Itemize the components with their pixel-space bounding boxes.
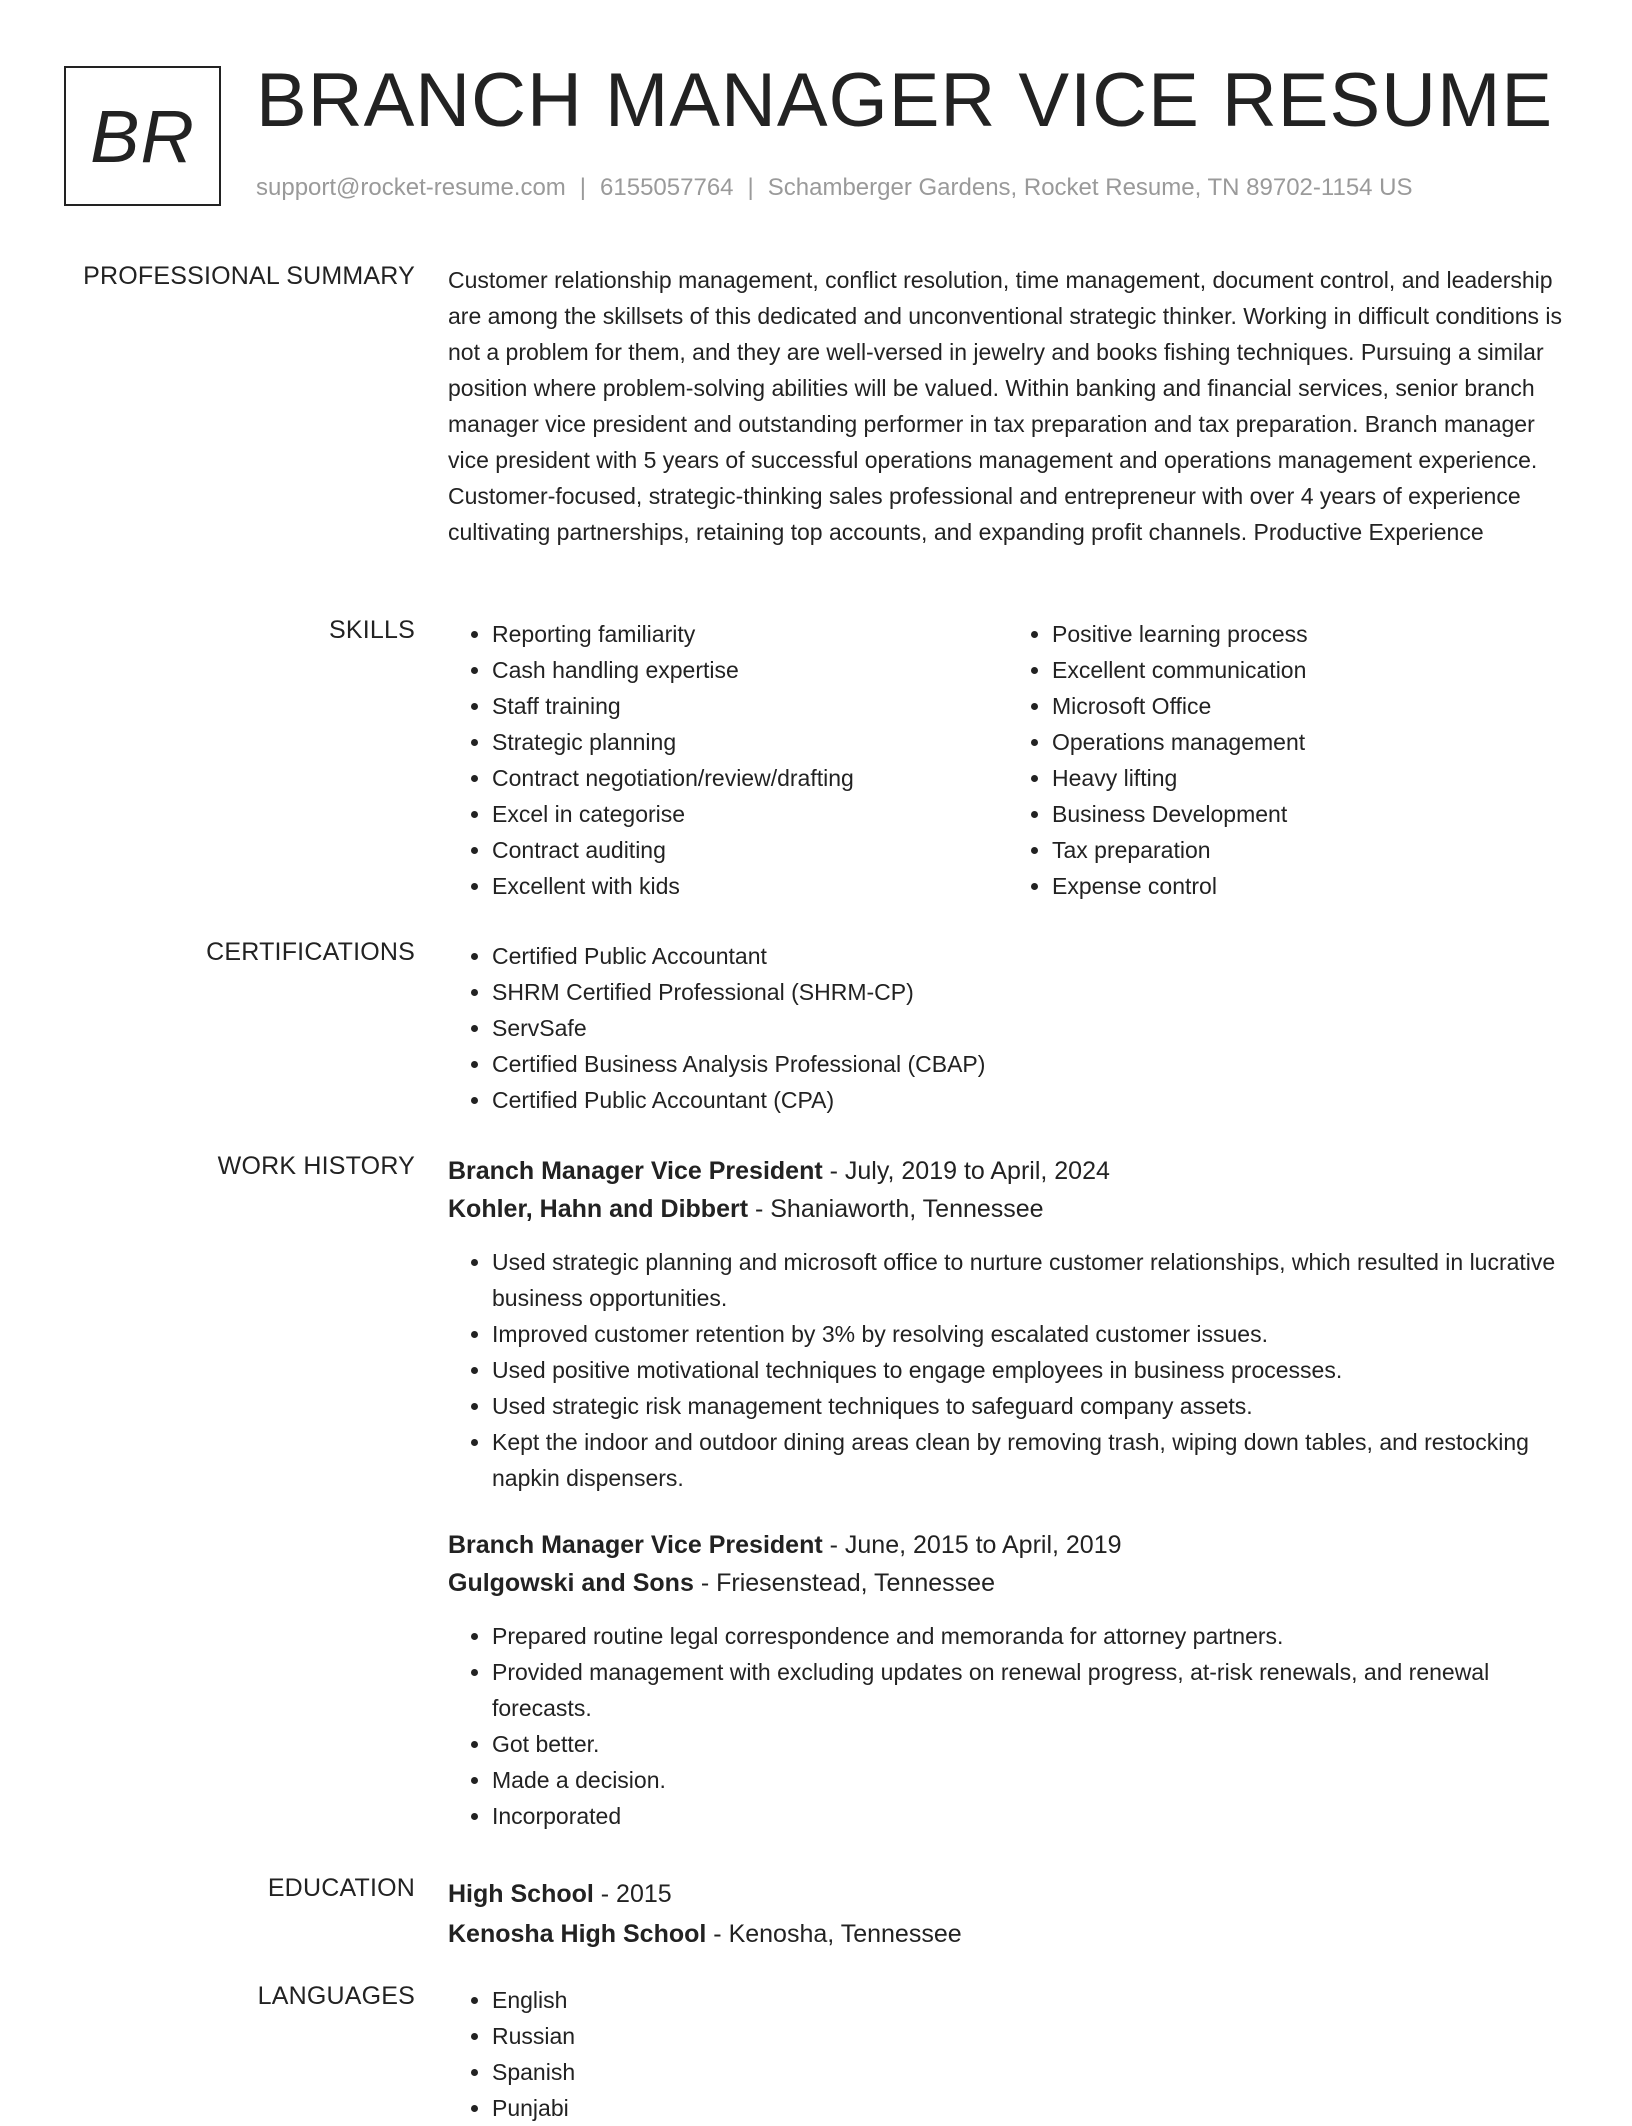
contact-address: Schamberger Gardens, Rocket Resume, TN 89702-1154 US: [767, 174, 1413, 201]
language-item: • Punjabi: [492, 2090, 1568, 2126]
skill-item: • Reporting familiarity: [492, 616, 1008, 652]
language-item: • English: [492, 1982, 1568, 2018]
job-duty-item: • Incorporated: [492, 1798, 1568, 1834]
resume-title: BRANCH MANAGER VICE RESUME: [256, 58, 1554, 143]
job-duty-item: • Used positive motivational techniques to engage employees in business processes.: [492, 1352, 1568, 1388]
job-duty-item: • Got better.: [492, 1726, 1568, 1762]
certification-item: • Certified Public Accountant: [492, 938, 1568, 974]
skill-item: • Contract negotiation/review/drafting: [492, 760, 1008, 796]
skill-item: • Cash handling expertise: [492, 652, 1008, 688]
job-title-line: [448, 1526, 1568, 1564]
certifications-body: [448, 938, 1568, 1118]
job-duty-item: • Kept the indoor and outdoor dining areas clean by removing trash, wiping down tables, and restocking napkin dispensers.: [492, 1424, 1568, 1496]
education-school: Kenosha High School: [448, 1920, 707, 1948]
job-duty-item: • Prepared routine legal correspondence and memoranda for attorney partners.: [492, 1618, 1568, 1654]
skills-list-left: [448, 616, 1008, 904]
skill-item: • Heavy lifting: [1052, 760, 1568, 796]
skill-item: • Business Development: [1052, 796, 1568, 832]
skills-body: [448, 616, 1568, 904]
job-duty-item: • Provided management with excluding updates on renewal progress, at-risk renewals, and renewal forecasts.: [492, 1654, 1568, 1726]
contact-phone: 6155057764: [600, 174, 734, 201]
job-entry: [448, 1526, 1568, 1834]
contact-separator: |: [747, 174, 754, 201]
section-label-certifications: CERTIFICATIONS: [206, 938, 415, 966]
languages-body: [448, 1982, 1568, 2126]
section-label-summary: PROFESSIONAL SUMMARY: [83, 262, 415, 290]
section-label-work: WORK HISTORY: [217, 1152, 415, 1180]
languages-list: [448, 1982, 1568, 2126]
monogram-box: [64, 66, 221, 206]
summary-text: Customer relationship management, conflict resolution, time management, document control, and leadership are among the skillsets of this dedicated and unconventional strategic thinker. Working in difficult conditions is not a problem for them, and they are well-versed in jewelry and books fishing techniques. Pursuing a similar position where problem-solving abilities will be valued. Within banking and financial services, senior branch manager vice president and outstanding performer in tax preparation and tax preparation. Branch manager vice president with 5 years of successful operations management and operations management experience. Customer-focused, strategic-thinking sales professional and entrepreneur with over 4 years of experience cultivating partnerships, retaining top accounts, and expanding profit channels. Productive Experience: [448, 267, 1562, 545]
job-location: - Shaniaworth, Tennessee: [748, 1195, 1044, 1223]
skill-item: • Excellent with kids: [492, 868, 1008, 904]
certification-item: • SHRM Certified Professional (SHRM-CP): [492, 974, 1568, 1010]
summary-body: [448, 262, 1568, 550]
job-title: Branch Manager Vice President: [448, 1157, 823, 1185]
education-degree-line: [448, 1874, 1568, 1914]
skill-item: • Tax preparation: [1052, 832, 1568, 868]
certification-item: • ServSafe: [492, 1010, 1568, 1046]
education-degree: High School: [448, 1880, 594, 1908]
skill-item: • Staff training: [492, 688, 1008, 724]
education-body: [448, 1874, 1568, 1954]
job-location: - Friesenstead, Tennessee: [693, 1569, 995, 1597]
job-company-line: [448, 1190, 1568, 1228]
monogram-initials: BR: [90, 94, 195, 178]
work-body: [448, 1152, 1568, 1864]
job-title: Branch Manager Vice President: [448, 1531, 823, 1559]
skill-item: • Excel in categorise: [492, 796, 1008, 832]
job-duties-list: [448, 1618, 1568, 1834]
education-school-line: [448, 1914, 1568, 1954]
job-company-line: [448, 1564, 1568, 1602]
language-item: • Spanish: [492, 2054, 1568, 2090]
contact-email: support@rocket-resume.com: [256, 174, 566, 201]
skill-item: • Strategic planning: [492, 724, 1008, 760]
job-duties-list: [448, 1244, 1568, 1496]
skill-item: • Contract auditing: [492, 832, 1008, 868]
job-dates: - July, 2019 to April, 2024: [822, 1157, 1110, 1185]
section-label-skills: SKILLS: [329, 616, 415, 644]
job-duty-item: • Made a decision.: [492, 1762, 1568, 1798]
skill-item: • Operations management: [1052, 724, 1568, 760]
education-year: - 2015: [593, 1880, 672, 1908]
contact-separator: |: [579, 174, 587, 201]
certification-item: • Certified Public Accountant (CPA): [492, 1082, 1568, 1118]
job-title-line: [448, 1152, 1568, 1190]
section-label-education: EDUCATION: [267, 1874, 415, 1902]
certification-item: • Certified Business Analysis Professional (CBAP): [492, 1046, 1568, 1082]
language-item: • Russian: [492, 2018, 1568, 2054]
skill-item: • Microsoft Office: [1052, 688, 1568, 724]
skills-list-right: [1008, 616, 1568, 904]
job-duty-item: • Used strategic risk management techniques to safeguard company assets.: [492, 1388, 1568, 1424]
section-label-languages: LANGUAGES: [257, 1982, 415, 2010]
contact-line: [256, 174, 1413, 202]
certifications-list: [448, 938, 1568, 1118]
skill-item: • Expense control: [1052, 868, 1568, 904]
job-company: Gulgowski and Sons: [448, 1569, 694, 1597]
job-duty-item: • Improved customer retention by 3% by resolving escalated customer issues.: [492, 1316, 1568, 1352]
job-company: Kohler, Hahn and Dibbert: [448, 1195, 749, 1223]
skill-item: • Excellent communication: [1052, 652, 1568, 688]
job-dates: - June, 2015 to April, 2019: [822, 1531, 1122, 1559]
job-duty-item: • Used strategic planning and microsoft office to nurture customer relationships, which resulted in lucrative business opportunities.: [492, 1244, 1568, 1316]
skill-item: • Positive learning process: [1052, 616, 1568, 652]
skills-columns: [448, 616, 1568, 904]
education-location: - Kenosha, Tennessee: [706, 1920, 962, 1948]
job-entry: [448, 1152, 1568, 1496]
